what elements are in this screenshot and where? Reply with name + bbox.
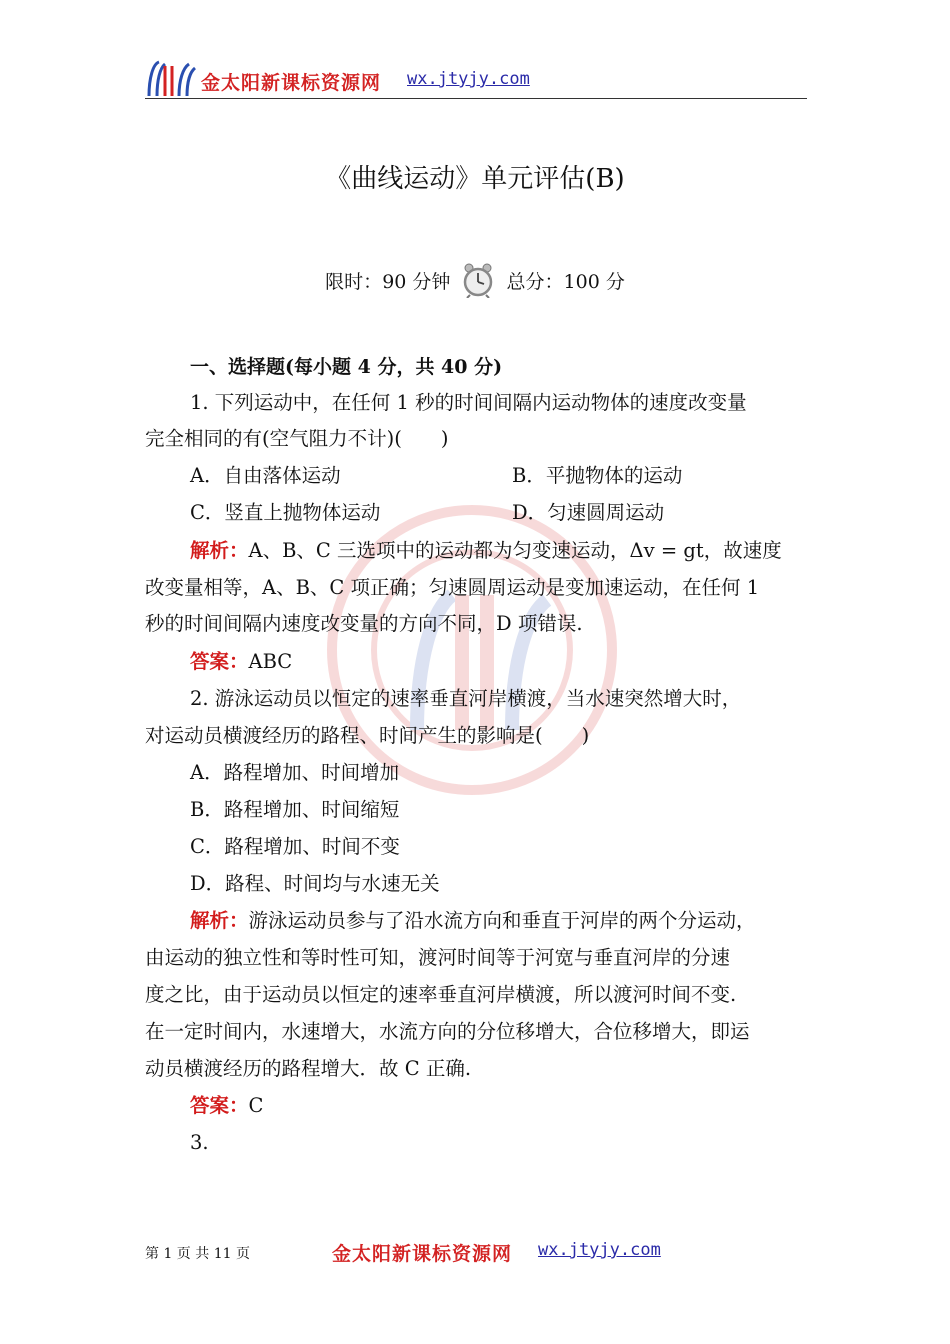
q3-number: 3. [190, 1131, 209, 1154]
q2-analysis-line2: 由运动的独立性和等时性可知，渡河时间等于河宽与垂直河岸的分速 [145, 946, 731, 969]
total-score-value: 100 分 [563, 271, 625, 293]
q2-answer-line [190, 1087, 263, 1124]
total-score-label: 总分： [506, 271, 564, 293]
q2-answer-value: C [248, 1094, 264, 1117]
q1-option-b: B．平抛物体的运动 [512, 464, 683, 487]
q2-option-c: C．路程增加、时间不变 [190, 835, 400, 858]
page-header [145, 58, 807, 100]
q2-option-a: A．路程增加、时间增加 [190, 761, 400, 784]
q2-analysis-line4: 在一定时间内，水速增大，水流方向的分位移增大，合位移增大，即运 [145, 1020, 750, 1043]
q1-answer-label: 答案： [190, 650, 249, 673]
q2-option-d: D．路程、时间均与水速无关 [190, 872, 440, 895]
time-score-line [0, 262, 950, 298]
q2-stem-line2: 对运动员横渡经历的路程、时间产生的影响是( ) [145, 724, 590, 747]
q1-analysis-line3: 秒的时间间隔内速度改变量的方向不同，D 项错误. [145, 612, 583, 635]
time-limit-label: 限时： [325, 271, 383, 293]
section-heading: 一、选择题(每小题 4 分，共 40 分) [190, 356, 503, 378]
q2-analysis-label: 解析： [190, 909, 249, 932]
q1-answer-line [190, 643, 292, 680]
header-brand-name: 金太阳新课标资源网 [201, 72, 382, 94]
document-title: 《曲线运动》单元评估(B) [325, 164, 625, 194]
footer-brand-name: 金太阳新课标资源网 [332, 1243, 513, 1265]
q2-stem-line1: 2. 游泳运动员以恒定的速率垂直河岸横渡，当水速突然增大时， [190, 687, 742, 710]
q2-analysis-line1 [190, 902, 756, 939]
q1-analysis-line1 [190, 532, 782, 569]
q2-option-b: B．路程增加、时间缩短 [190, 798, 400, 821]
footer-url-link[interactable]: wx.jtyjy.com [538, 1240, 661, 1260]
q1-stem-line1: 1. 下列运动中，在任何 1 秒的时间间隔内运动物体的速度改变量 [190, 391, 747, 414]
header-url-link[interactable]: wx.jtyjy.com [407, 69, 530, 89]
brand-logo-icon [145, 58, 197, 98]
q1-analysis-line2: 改变量相等，A、B、C 项正确；匀速圆周运动是变加速运动，在任何 1 [145, 576, 760, 599]
header-divider [145, 98, 807, 99]
footer-page-info: 第 1 页 共 11 页 [145, 1246, 250, 1262]
q2-analysis-line3: 度之比，由于运动员以恒定的速率垂直河岸横渡，所以渡河时间不变. [145, 983, 737, 1006]
q1-analysis-text: A、B、C 三选项中的运动都为匀变速运动，Δv = gt，故速度 [248, 539, 782, 562]
alarm-clock-icon [460, 262, 496, 298]
q1-option-d: D．匀速圆周运动 [512, 501, 665, 524]
q2-answer-label: 答案： [190, 1094, 249, 1117]
q1-answer-value: ABC [248, 650, 293, 673]
q1-option-c: C．竖直上抛物体运动 [190, 501, 381, 524]
time-limit-value: 90 分钟 [382, 271, 451, 293]
q1-stem-line2: 完全相同的有(空气阻力不计)( ) [145, 427, 449, 450]
q1-option-a: A．自由落体运动 [190, 464, 341, 487]
q1-analysis-label: 解析： [190, 539, 249, 562]
q2-analysis-line5: 动员横渡经历的路程增大．故 C 正确. [145, 1057, 472, 1080]
q2-analysis-text: 游泳运动员参与了沿水流方向和垂直于河岸的两个分运动， [248, 909, 756, 932]
